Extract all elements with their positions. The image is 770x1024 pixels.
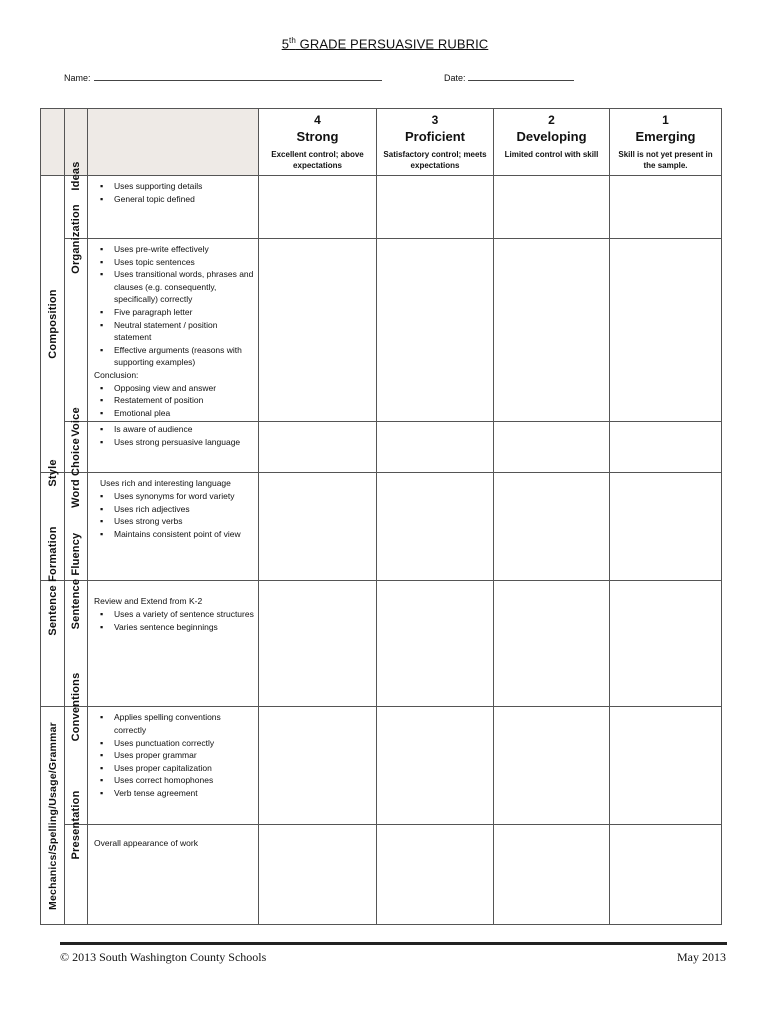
level-1-header (610, 109, 722, 176)
criteria-intro: Uses rich and interesting language (100, 478, 231, 489)
category-label-composition: Composition (46, 289, 59, 359)
list-item: ▪ Uses transitional words, phrases and clauses (e.g. consequently, specifically) correctly (100, 268, 254, 306)
score-cell-4[interactable] (259, 581, 377, 707)
list-item: ▪ Uses a variety of sentence structures (100, 608, 254, 621)
level-description: Limited control with skill (504, 150, 599, 159)
ideas-row (41, 176, 722, 239)
trait-label-presentation: Presentation (70, 790, 82, 860)
score-cell-1[interactable] (610, 473, 722, 581)
level-description: Excellent control; above expectations (271, 150, 364, 170)
score-cell-4[interactable] (259, 707, 377, 825)
score-cell-2[interactable] (494, 422, 610, 473)
level-description: Skill is not yet present in the sample. (618, 150, 713, 170)
criteria-intro: Overall appearance of work (94, 837, 198, 848)
list-item: ▪ Varies sentence beginnings (100, 621, 254, 634)
level-label: Emerging (635, 129, 696, 144)
list-item: ▪ Maintains consistent point of view (100, 528, 254, 541)
criteria-word-choice (88, 473, 259, 581)
score-cell-2[interactable] (494, 176, 610, 239)
score-cell-3[interactable] (377, 707, 494, 825)
list-item: ▪ Uses pre-write effectively (100, 243, 254, 256)
header-blank-cell (88, 109, 259, 176)
trait-cell-presentation (65, 790, 88, 924)
level-number: 3 (431, 113, 439, 127)
sentence-formation-category-cell (41, 526, 65, 707)
footer-copyright: © 2013 South Washington County Schools (60, 950, 267, 964)
score-cell-1[interactable] (610, 581, 722, 707)
score-cell-3[interactable] (377, 422, 494, 473)
list-item: ▪ Uses punctuation correctly (100, 737, 254, 750)
name-field[interactable] (64, 72, 382, 83)
title-text: GRADE PERSUASIVE RUBRIC (295, 36, 489, 52)
name-label: Name: (64, 73, 91, 83)
page-title (0, 36, 770, 51)
list-item: ▪ Five paragraph letter (100, 306, 254, 319)
level-description: Satisfactory control; meets expectations (383, 150, 487, 170)
level-4-header (259, 109, 377, 176)
score-cell-3[interactable] (377, 239, 494, 422)
list-item: ▪ Uses strong verbs (100, 515, 254, 528)
list-item: ▪ Uses rich adjectives (100, 503, 254, 516)
list-item: ▪ Uses proper capitalization (100, 762, 254, 775)
score-cell-1[interactable] (610, 422, 722, 473)
date-field[interactable] (444, 72, 574, 83)
score-cell-1[interactable] (610, 239, 722, 422)
trait-label-organization: Organization (70, 204, 82, 274)
list-item: ▪ Uses supporting details (100, 180, 254, 193)
list-item: ▪ Restatement of position (100, 394, 254, 407)
trait-cell-organization (65, 204, 88, 422)
level-number: 1 (662, 113, 669, 127)
score-cell-2[interactable] (494, 581, 610, 707)
score-cell-2[interactable] (494, 707, 610, 825)
presentation-row (41, 824, 722, 924)
criteria-intro: Review and Extend from K-2 (94, 596, 203, 607)
rubric-table (40, 108, 722, 925)
list-item: ▪ Uses strong persuasive language (100, 436, 254, 449)
level-label: Proficient (405, 129, 465, 144)
category-label-style: Style (46, 459, 59, 487)
header-row (41, 109, 722, 176)
score-cell-1[interactable] (610, 707, 722, 825)
list-item: ▪ Opposing view and answer (100, 382, 254, 395)
score-cell-3[interactable] (377, 824, 494, 924)
list-item: ▪ Uses proper grammar (100, 749, 254, 762)
trait-label-ideas: Ideas (70, 161, 82, 191)
date-blank-line[interactable] (468, 72, 574, 81)
score-cell-1[interactable] (610, 176, 722, 239)
level-3-header (377, 109, 494, 176)
level-label: Strong (296, 129, 339, 144)
voice-row (41, 422, 722, 473)
score-cell-3[interactable] (377, 473, 494, 581)
list-item: ▪ Uses topic sentences (100, 256, 254, 269)
criteria-conventions (88, 707, 259, 825)
score-cell-2[interactable] (494, 824, 610, 924)
trait-label-conventions: Conventions (70, 672, 82, 742)
score-cell-4[interactable] (259, 824, 377, 924)
score-cell-1[interactable] (610, 824, 722, 924)
list-item: ▪ Emotional plea (100, 407, 254, 420)
list-item: ▪ Neutral statement / position statement (100, 319, 254, 344)
criteria-voice (88, 422, 259, 473)
trait-label-sentence-fluency: Sentence Fluency (70, 532, 82, 630)
list-item: ▪ Uses synonyms for word variety (100, 490, 254, 503)
level-label: Developing (516, 129, 587, 144)
composition-category-cell (41, 176, 65, 473)
header-blank-cell (41, 109, 65, 176)
list-item: ▪ Applies spelling conventions correctly (100, 711, 254, 736)
category-label-sentence-formation: Sentence Formation (46, 526, 59, 636)
title-prefix: 5 (281, 36, 290, 52)
category-label-mechanics: Mechanics/Spelling/Usage/Grammar (46, 721, 59, 910)
score-cell-2[interactable] (494, 239, 610, 422)
score-cell-2[interactable] (494, 473, 610, 581)
list-item: ▪ Is aware of audience (100, 423, 254, 436)
score-cell-3[interactable] (377, 581, 494, 707)
title-superscript: th (289, 36, 296, 45)
level-number: 2 (548, 113, 555, 127)
name-blank-line[interactable] (94, 72, 382, 81)
date-label: Date: (444, 73, 466, 83)
criteria-presentation (88, 824, 259, 924)
word-choice-row (41, 473, 722, 581)
score-cell-4[interactable] (259, 473, 377, 581)
organization-row (41, 239, 722, 422)
score-cell-4[interactable] (259, 239, 377, 422)
list-item: ▪ General topic defined (100, 193, 254, 206)
conclusion-label: Conclusion: (94, 369, 139, 380)
criteria-organization (88, 239, 259, 422)
sentence-fluency-row (41, 581, 722, 707)
criteria-sentence-fluency (88, 581, 259, 707)
list-item: ▪ Uses correct homophones (100, 774, 254, 787)
score-cell-4[interactable] (259, 176, 377, 239)
criteria-ideas (88, 176, 259, 239)
trait-label-word-choice: Word Choice (70, 438, 82, 509)
trait-label-voice: Voice (70, 407, 82, 438)
score-cell-3[interactable] (377, 176, 494, 239)
list-item: ▪ Verb tense agreement (100, 787, 254, 800)
list-item: ▪ Effective arguments (reasons with supporting examples) (100, 344, 254, 369)
footer-divider (60, 942, 727, 945)
level-2-header (494, 109, 610, 176)
footer-date: May 2013 (677, 950, 726, 964)
mechanics-category-cell (41, 707, 65, 925)
score-cell-4[interactable] (259, 422, 377, 473)
conventions-row (41, 707, 722, 825)
level-number: 4 (314, 113, 321, 127)
